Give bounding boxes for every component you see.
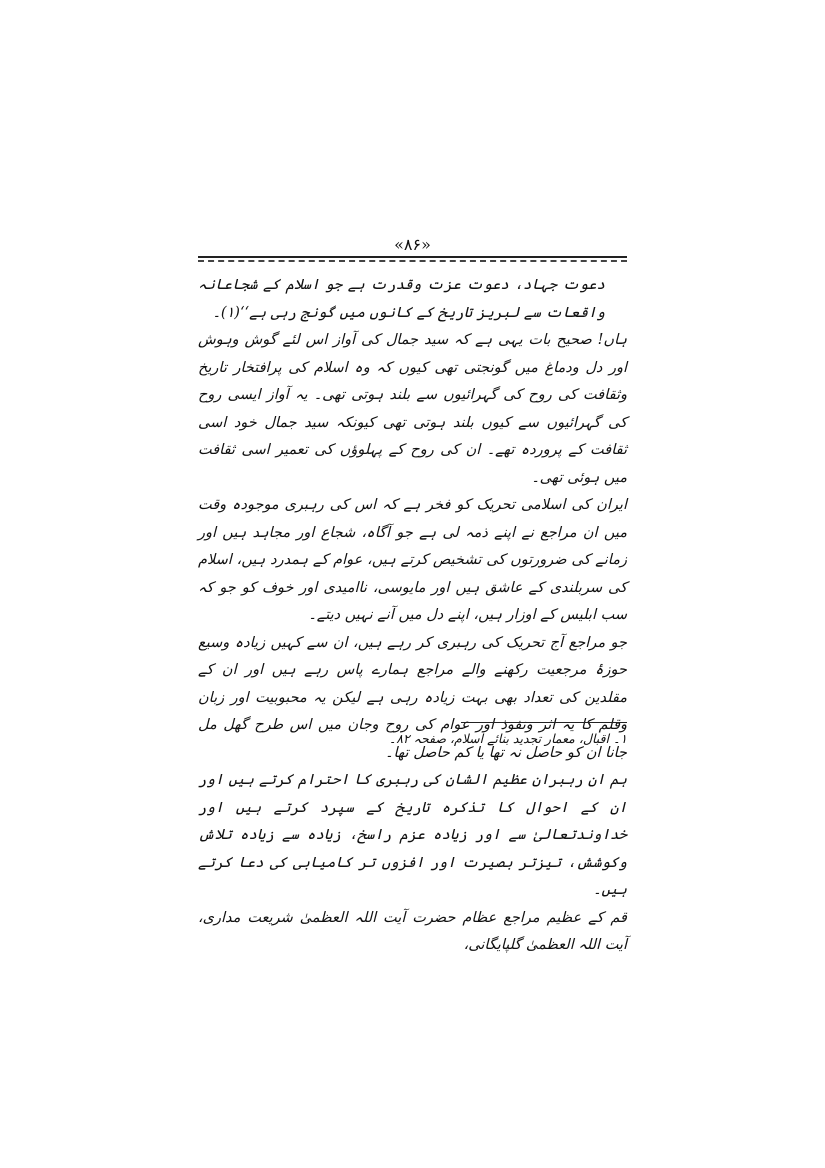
header-rule (198, 256, 627, 262)
footnote-rule (461, 722, 627, 723)
main-text (198, 272, 627, 960)
page-number: «۸۶» (394, 235, 431, 254)
footnote: ۱۔ اقبال، معمار تجدید بنائے اسلام، صفحہ ۸۲۔ (388, 731, 627, 746)
paragraph: قم کے عظیم مراجع عظام حضرت آیت اللہ العظمیٰ شریعت مداری، آیت اللہ العظمیٰ گلپایگانی، (198, 909, 627, 953)
quote-paragraph: دعوت جہاد، دعوت عزت وقدرت ہے جو اسلام کے شجاعانہ واقعات سے لبریز تاریخ کے کانوں میں گونج رہی ہے‘‘(۱)۔ (198, 277, 605, 321)
paragraph: ہم ان رہبران عظیم الشان کی رہبری کا احترام کرتے ہیں اور ان کے احوال کا تذکرہ تاریخ کے سپرد کرتے ہیں اور خداوندتعالیٰ سے اور زیادہ عزم راسخ، زیادہ سے زیادہ تلاش وکوشش، تیزتر بصیرت اور افزوں تر کامیابی کی دعا کرتے ہیں۔ (198, 772, 627, 898)
paragraph: جو مراجع آج تحریک کی رہبری کر رہے ہیں، ان سے کہیں زیادہ وسیع حوزۂ مرجعیت رکھنے والے مراجع ہمارے پاس رہے ہیں اور ان کے مقلدین کی تعداد بھی بہت زیادہ رہی ہے لیکن یہ محبوبیت اور زبان وقلم کا یہ اثر ونفوذ اور عوام کی روح وجان میں اس طرح گھل مل جانا ان کو حاصل نہ تھا یا کم حاصل تھا۔ (198, 634, 627, 761)
paragraph: ہاں! صحیح بات یہی ہے کہ سید جمال کی آواز اس لئے گوش وہوش اور دل ودماغ میں گونجتی تھی کیوں کہ وہ اسلام کی پرافتخار تاریخ وثقافت کی روح کی گہرائیوں سے بلند ہوتی تھی۔ یہ آواز ایسی روح کی گہرائیوں سے کیوں بلند ہوتی تھی کیونکہ سید جمال خود اسی ثقافت کے پروردہ تھے۔ ان کی روح کے پہلوؤں کی تعمیر اسی ثقافت میں ہوئی تھی۔ (198, 332, 627, 486)
paragraph: ایران کی اسلامی تحریک کو فخر ہے کہ اس کی رہبری موجودہ وقت میں ان مراجع نے اپنے ذمہ لی ہے جو آگاہ، شجاع اور مجاہد ہیں اور زمانے کی ضرورتوں کی تشخیص کرتے ہیں، عوام کے ہمدرد ہیں، اسلام کی سربلندی کے عاشق ہیں اور مایوسی، ناامیدی اور خوف کو جو کہ سب ابلیس کے اوزار ہیں، اپنے دل میں آنے نہیں دیتے۔ (198, 497, 627, 623)
